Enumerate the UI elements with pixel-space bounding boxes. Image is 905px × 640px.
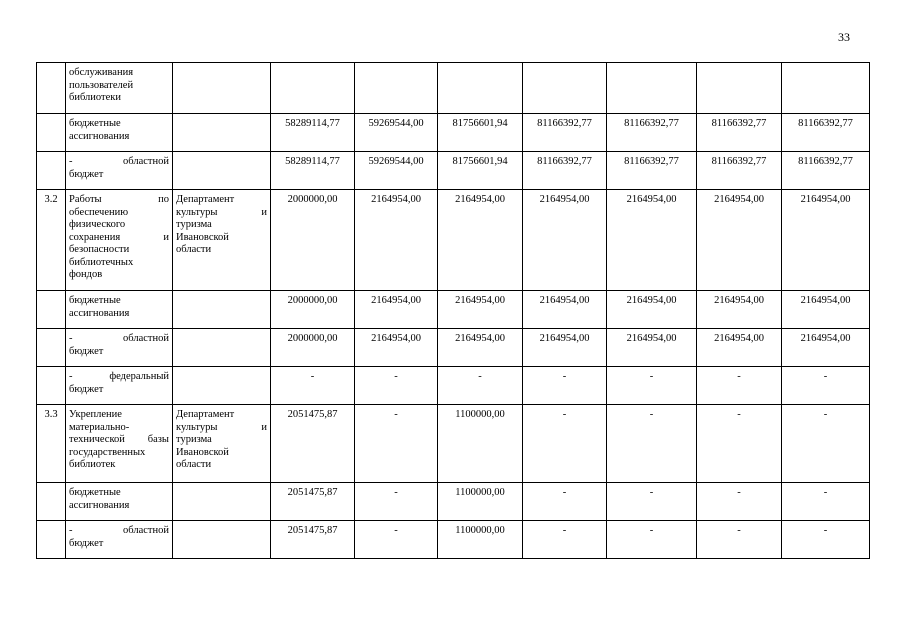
executor-line: Департамент — [176, 409, 235, 420]
item-name-line: обслуживания — [69, 67, 134, 78]
amount-cell: 81166392,77 — [782, 114, 870, 152]
amount-cell: - — [607, 367, 697, 405]
amount-cell: 2164954,00 — [523, 329, 607, 367]
item-name-word: областной — [123, 156, 169, 167]
item-name-line — [69, 434, 169, 447]
item-name-line: ассигнования — [69, 307, 130, 319]
amount-cell: 81166392,77 — [523, 152, 607, 190]
executor-line: туризма — [176, 434, 212, 445]
executor-cell — [173, 190, 271, 291]
amount-cell: - — [355, 483, 438, 521]
item-name-word: технической — [69, 434, 125, 445]
executor-line: Департамент — [176, 194, 235, 205]
table-row — [37, 114, 870, 152]
table-row — [37, 63, 870, 114]
executor-line: Ивановской — [176, 446, 229, 458]
amount-cell: - — [697, 521, 782, 559]
item-name-line: безопасности — [69, 244, 130, 255]
executor-word: и — [261, 206, 267, 218]
item-name-line — [69, 371, 169, 384]
amount-cell: 1100000,00 — [438, 521, 523, 559]
amount-cell: 2164954,00 — [697, 190, 782, 291]
amount-cell: 2164954,00 — [607, 291, 697, 329]
item-name-line: государственных — [69, 446, 146, 458]
amount-cell: - — [782, 367, 870, 405]
amount-cell: 59269544,00 — [355, 152, 438, 190]
amount-cell: 2164954,00 — [438, 329, 523, 367]
amount-cell: - — [438, 367, 523, 405]
executor-cell — [173, 367, 271, 405]
item-name-line: ассигнования — [69, 499, 130, 511]
item-name-cell — [66, 190, 173, 291]
row-number-cell — [37, 63, 66, 114]
item-name-word: областной — [123, 525, 169, 536]
amount-cell: 2164954,00 — [697, 329, 782, 367]
amount-cell: 1100000,00 — [438, 405, 523, 483]
executor-line — [176, 422, 267, 435]
amount-cell: - — [607, 521, 697, 559]
executor-line: области — [176, 244, 212, 255]
amount-cell: - — [697, 367, 782, 405]
item-name-cell — [66, 329, 173, 367]
item-name-line: библиотечных — [69, 256, 134, 268]
amount-cell: 59269544,00 — [355, 114, 438, 152]
executor-line: области — [176, 459, 212, 470]
amount-cell: 58289114,77 — [271, 114, 355, 152]
executor-cell — [173, 521, 271, 559]
item-name-word: по — [158, 194, 169, 205]
item-name-word: федеральный — [109, 371, 169, 382]
amount-cell: - — [523, 483, 607, 521]
amount-cell — [438, 63, 523, 114]
executor-cell — [173, 63, 271, 114]
item-name-line: бюджетные — [69, 118, 121, 129]
executor-word: культуры — [176, 206, 218, 218]
item-name-word: - — [69, 156, 73, 167]
table-row — [37, 152, 870, 190]
item-name-cell — [66, 483, 173, 521]
amount-cell: 2164954,00 — [523, 291, 607, 329]
item-name-line: бюджет — [69, 168, 104, 180]
executor-cell — [173, 152, 271, 190]
amount-cell: 2164954,00 — [782, 329, 870, 367]
amount-cell: 2164954,00 — [607, 190, 697, 291]
row-number-cell — [37, 483, 66, 521]
table-row — [37, 367, 870, 405]
amount-cell: - — [607, 405, 697, 483]
item-name-line: библиотек — [69, 459, 116, 470]
item-name-line: бюджет — [69, 537, 104, 549]
amount-cell: - — [697, 405, 782, 483]
amount-cell — [782, 63, 870, 114]
item-name-line — [69, 156, 169, 169]
row-number-cell: 3.2 — [37, 190, 66, 291]
item-name-line: обеспечению — [69, 206, 129, 218]
amount-cell — [523, 63, 607, 114]
amount-cell: 2164954,00 — [607, 329, 697, 367]
amount-cell: 2000000,00 — [271, 329, 355, 367]
row-number-cell — [37, 152, 66, 190]
amount-cell: 2000000,00 — [271, 190, 355, 291]
amount-cell: 81756601,94 — [438, 114, 523, 152]
item-name-line — [69, 333, 169, 346]
item-name-word: - — [69, 525, 73, 536]
row-number-cell — [37, 367, 66, 405]
item-name-word: базы — [147, 434, 169, 445]
amount-cell: - — [523, 405, 607, 483]
amount-cell: 81166392,77 — [782, 152, 870, 190]
executor-cell — [173, 329, 271, 367]
item-name-line: бюджетные — [69, 295, 121, 306]
item-name-line — [69, 525, 169, 538]
amount-cell: 2164954,00 — [355, 291, 438, 329]
amount-cell: - — [355, 521, 438, 559]
item-name-cell — [66, 367, 173, 405]
executor-word: и — [261, 421, 267, 433]
amount-cell — [271, 63, 355, 114]
table-body — [37, 63, 870, 559]
table-row — [37, 190, 870, 291]
table-row — [37, 521, 870, 559]
item-name-line: бюджет — [69, 383, 104, 395]
item-name-cell — [66, 405, 173, 483]
amount-cell: 81166392,77 — [607, 114, 697, 152]
item-name-word: областной — [123, 333, 169, 344]
item-name-word: Работы — [69, 194, 102, 205]
item-name-line: библиотеки — [69, 92, 121, 103]
amount-cell — [697, 63, 782, 114]
item-name-cell — [66, 152, 173, 190]
table-row — [37, 405, 870, 483]
amount-cell: 81166392,77 — [607, 152, 697, 190]
item-name-cell — [66, 114, 173, 152]
amount-cell: 81756601,94 — [438, 152, 523, 190]
item-name-line: ассигнования — [69, 130, 130, 142]
item-name-line: бюджет — [69, 345, 104, 357]
amount-cell: 2164954,00 — [782, 190, 870, 291]
row-number-cell: 3.3 — [37, 405, 66, 483]
amount-cell: 1100000,00 — [438, 483, 523, 521]
row-number-cell — [37, 114, 66, 152]
amount-cell: 2051475,87 — [271, 483, 355, 521]
row-number-cell — [37, 329, 66, 367]
item-name-line: бюджетные — [69, 487, 121, 498]
amount-cell: 81166392,77 — [697, 114, 782, 152]
executor-line: Ивановской — [176, 231, 229, 243]
table-row — [37, 329, 870, 367]
executor-cell — [173, 405, 271, 483]
amount-cell: - — [355, 367, 438, 405]
row-number-cell — [37, 521, 66, 559]
amount-cell: - — [782, 405, 870, 483]
item-name-cell — [66, 63, 173, 114]
executor-cell — [173, 291, 271, 329]
amount-cell: - — [271, 367, 355, 405]
amount-cell — [607, 63, 697, 114]
item-name-line: пользователей — [69, 79, 134, 91]
amount-cell: - — [523, 367, 607, 405]
item-name-line — [69, 232, 169, 245]
item-name-line: материально- — [69, 421, 130, 433]
executor-line: туризма — [176, 219, 212, 230]
amount-cell: 2164954,00 — [523, 190, 607, 291]
budget-table — [36, 62, 870, 559]
amount-cell: 2164954,00 — [355, 329, 438, 367]
amount-cell: 2051475,87 — [271, 405, 355, 483]
item-name-cell — [66, 521, 173, 559]
amount-cell: - — [697, 483, 782, 521]
amount-cell: - — [607, 483, 697, 521]
amount-cell: - — [782, 483, 870, 521]
amount-cell: 2164954,00 — [438, 190, 523, 291]
item-name-word: сохранения — [69, 231, 121, 243]
executor-word: культуры — [176, 421, 218, 433]
item-name-word: - — [69, 371, 73, 382]
amount-cell — [355, 63, 438, 114]
amount-cell: 2164954,00 — [697, 291, 782, 329]
item-name-line — [69, 194, 169, 207]
item-name-word: - — [69, 333, 73, 344]
amount-cell: 2164954,00 — [438, 291, 523, 329]
executor-cell — [173, 483, 271, 521]
amount-cell: - — [782, 521, 870, 559]
amount-cell: 2164954,00 — [355, 190, 438, 291]
amount-cell: 2000000,00 — [271, 291, 355, 329]
item-name-word: и — [163, 231, 169, 243]
amount-cell: - — [523, 521, 607, 559]
page-number: 33 — [838, 30, 850, 44]
table-row — [37, 483, 870, 521]
item-name-cell — [66, 291, 173, 329]
item-name-line: фондов — [69, 269, 103, 280]
item-name-line: Укрепление — [69, 409, 122, 420]
amount-cell: 2051475,87 — [271, 521, 355, 559]
item-name-line: физического — [69, 219, 126, 230]
amount-cell: 81166392,77 — [523, 114, 607, 152]
table-row — [37, 291, 870, 329]
executor-line — [176, 207, 267, 220]
amount-cell: 58289114,77 — [271, 152, 355, 190]
amount-cell: 2164954,00 — [782, 291, 870, 329]
amount-cell: - — [355, 405, 438, 483]
row-number-cell — [37, 291, 66, 329]
amount-cell: 81166392,77 — [697, 152, 782, 190]
executor-cell — [173, 114, 271, 152]
